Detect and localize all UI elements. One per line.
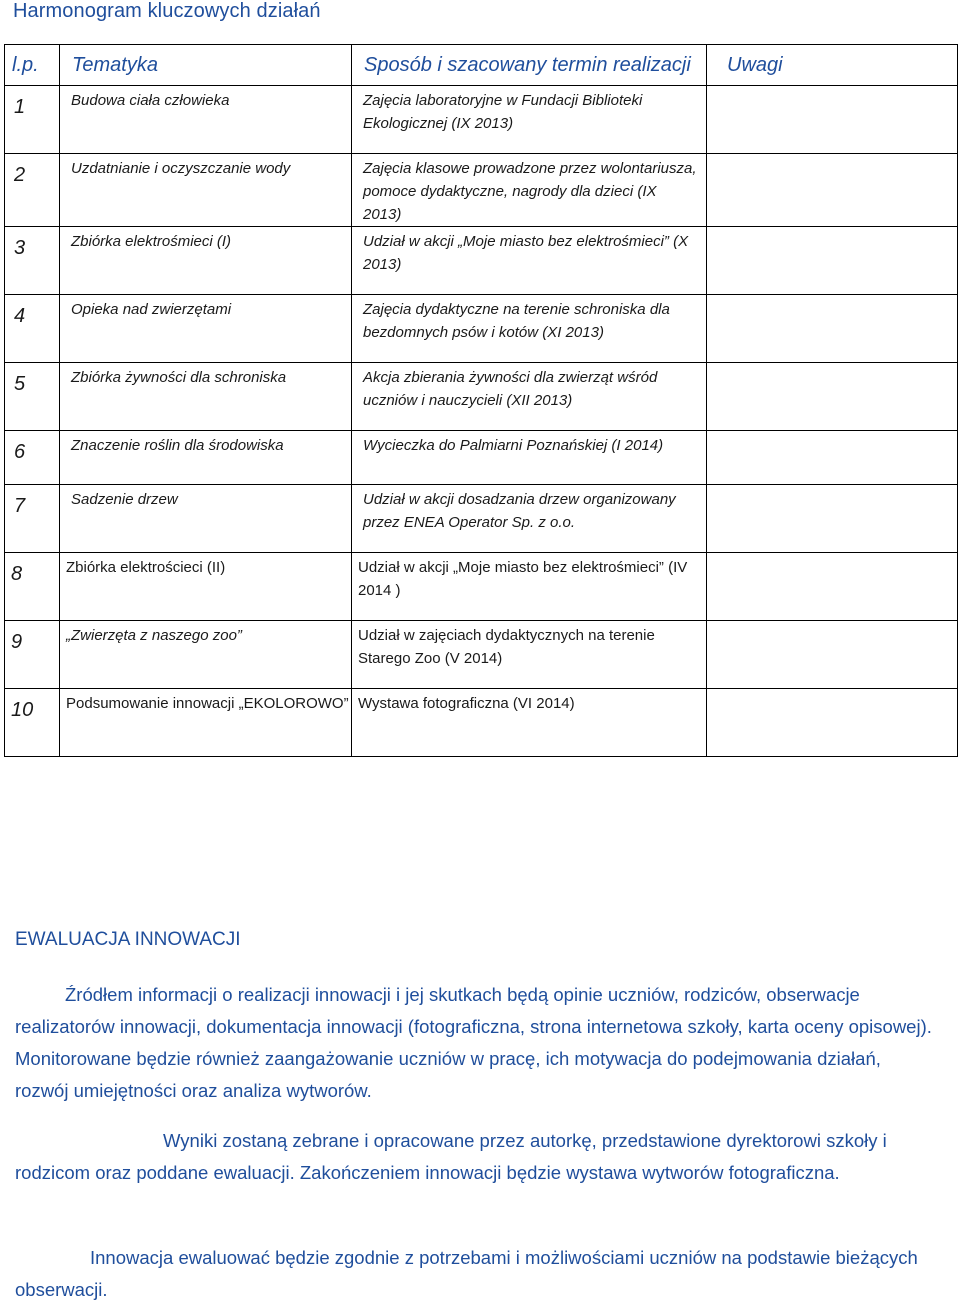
row-uwagi	[707, 295, 958, 363]
row-sposob: Udział w zajęciach dydaktycznych na terenie Starego Zoo (V 2014)	[352, 621, 707, 689]
evaluation-paragraph: Wyniki zostaną zebrane i opracowane przez autorkę, przedstawione dyrektorowi szkoły i rodzicom oraz poddane ewaluacji. Zakończeniem innowacji będzie wystawa wytworów fotograficzna.	[15, 1130, 887, 1183]
row-number: 7	[5, 485, 60, 553]
header-lp: l.p.	[5, 45, 60, 86]
table-row	[5, 485, 958, 553]
row-tematyka: Zbiórka elektrośmieci (I)	[60, 227, 352, 295]
row-tematyka: Podsumowanie innowacji „EKOLOROWO”	[60, 689, 352, 757]
table-row	[5, 86, 958, 154]
row-uwagi	[707, 621, 958, 689]
row-number: 4	[5, 295, 60, 363]
row-sposob: Wystawa fotograficzna (VI 2014)	[352, 689, 707, 757]
header-tematyka: Tematyka	[60, 45, 352, 86]
row-sposob: Zajęcia dydaktyczne na terenie schroniska dla bezdomnych psów i kotów (XI 2013)	[352, 295, 707, 363]
row-uwagi	[707, 363, 958, 431]
row-sposob: Udział w akcji dosadzania drzew organizowany przez ENEA Operator Sp. z o.o.	[352, 485, 707, 553]
table-row	[5, 553, 958, 621]
row-sposob: Udział w akcji „Moje miasto bez elektrośmieci” (X 2013)	[352, 227, 707, 295]
row-tematyka: Zbiórka elektrościeci (II)	[60, 553, 352, 621]
evaluation-heading: EWALUACJA INNOWACJI	[15, 929, 241, 950]
table-header-row	[5, 45, 958, 86]
row-tematyka: Zbiórka żywności dla schroniska	[60, 363, 352, 431]
table-row	[5, 431, 958, 485]
header-sposob: Sposób i szacowany termin realizacji	[352, 45, 707, 86]
row-number: 9	[5, 621, 60, 689]
evaluation-paragraph: Źródłem informacji o realizacji innowacji i jej skutkach będą opinie uczniów, rodziców, obserwacje realizatorów innowacji, dokumentacja innowacji (fotograficzna, strona internetowa szkoły, karta oceny opisowej). Monitorowane będzie również zaangażowanie uczniów w pracę, ich motywacja do podejmowania działań, rozwój umiejętności oraz analiza wytworów.	[15, 984, 932, 1101]
row-tematyka: Sadzenie drzew	[60, 485, 352, 553]
header-uwagi: Uwagi	[707, 45, 958, 86]
row-number: 1	[5, 86, 60, 154]
evaluation-paragraph: Innowacja ewaluować będzie zgodnie z potrzebami i możliwościami uczniów na podstawie bieżących obserwacji.	[15, 1247, 918, 1300]
row-sposob: Udział w akcji „Moje miasto bez elektrośmieci” (IV 2014 )	[352, 553, 707, 621]
row-number: 8	[5, 553, 60, 621]
row-number: 10	[5, 689, 60, 757]
row-number: 3	[5, 227, 60, 295]
row-uwagi	[707, 553, 958, 621]
row-sposob: Zajęcia laboratoryjne w Fundacji Biblioteki Ekologicznej (IX 2013)	[352, 86, 707, 154]
row-uwagi	[707, 86, 958, 154]
row-tematyka: Budowa ciała człowieka	[60, 86, 352, 154]
table-row	[5, 363, 958, 431]
row-uwagi	[707, 485, 958, 553]
row-uwagi	[707, 154, 958, 227]
row-tematyka: Znaczenie roślin dla środowiska	[60, 431, 352, 485]
row-uwagi	[707, 689, 958, 757]
row-tematyka: Opieka nad zwierzętami	[60, 295, 352, 363]
schedule-table	[4, 44, 958, 757]
row-sposob: Zajęcia klasowe prowadzone przez wolontariusza, pomoce dydaktyczne, nagrody dla dzieci (IX 2013)	[352, 154, 707, 227]
row-tematyka: Uzdatnianie i oczyszczanie wody	[60, 154, 352, 227]
table-row	[5, 154, 958, 227]
table-row	[5, 295, 958, 363]
table-row	[5, 621, 958, 689]
row-number: 6	[5, 431, 60, 485]
table-row	[5, 227, 958, 295]
row-tematyka: „Zwierzęta z naszego zoo”	[60, 621, 352, 689]
document-title: Harmonogram kluczowych działań	[13, 0, 321, 22]
row-sposob: Akcja zbierania żywności dla zwierząt wśród uczniów i nauczycieli (XII 2013)	[352, 363, 707, 431]
row-sposob: Wycieczka do Palmiarni Poznańskiej (I 2014)	[352, 431, 707, 485]
table-row	[5, 689, 958, 757]
row-number: 5	[5, 363, 60, 431]
row-uwagi	[707, 227, 958, 295]
row-number: 2	[5, 154, 60, 227]
row-uwagi	[707, 431, 958, 485]
